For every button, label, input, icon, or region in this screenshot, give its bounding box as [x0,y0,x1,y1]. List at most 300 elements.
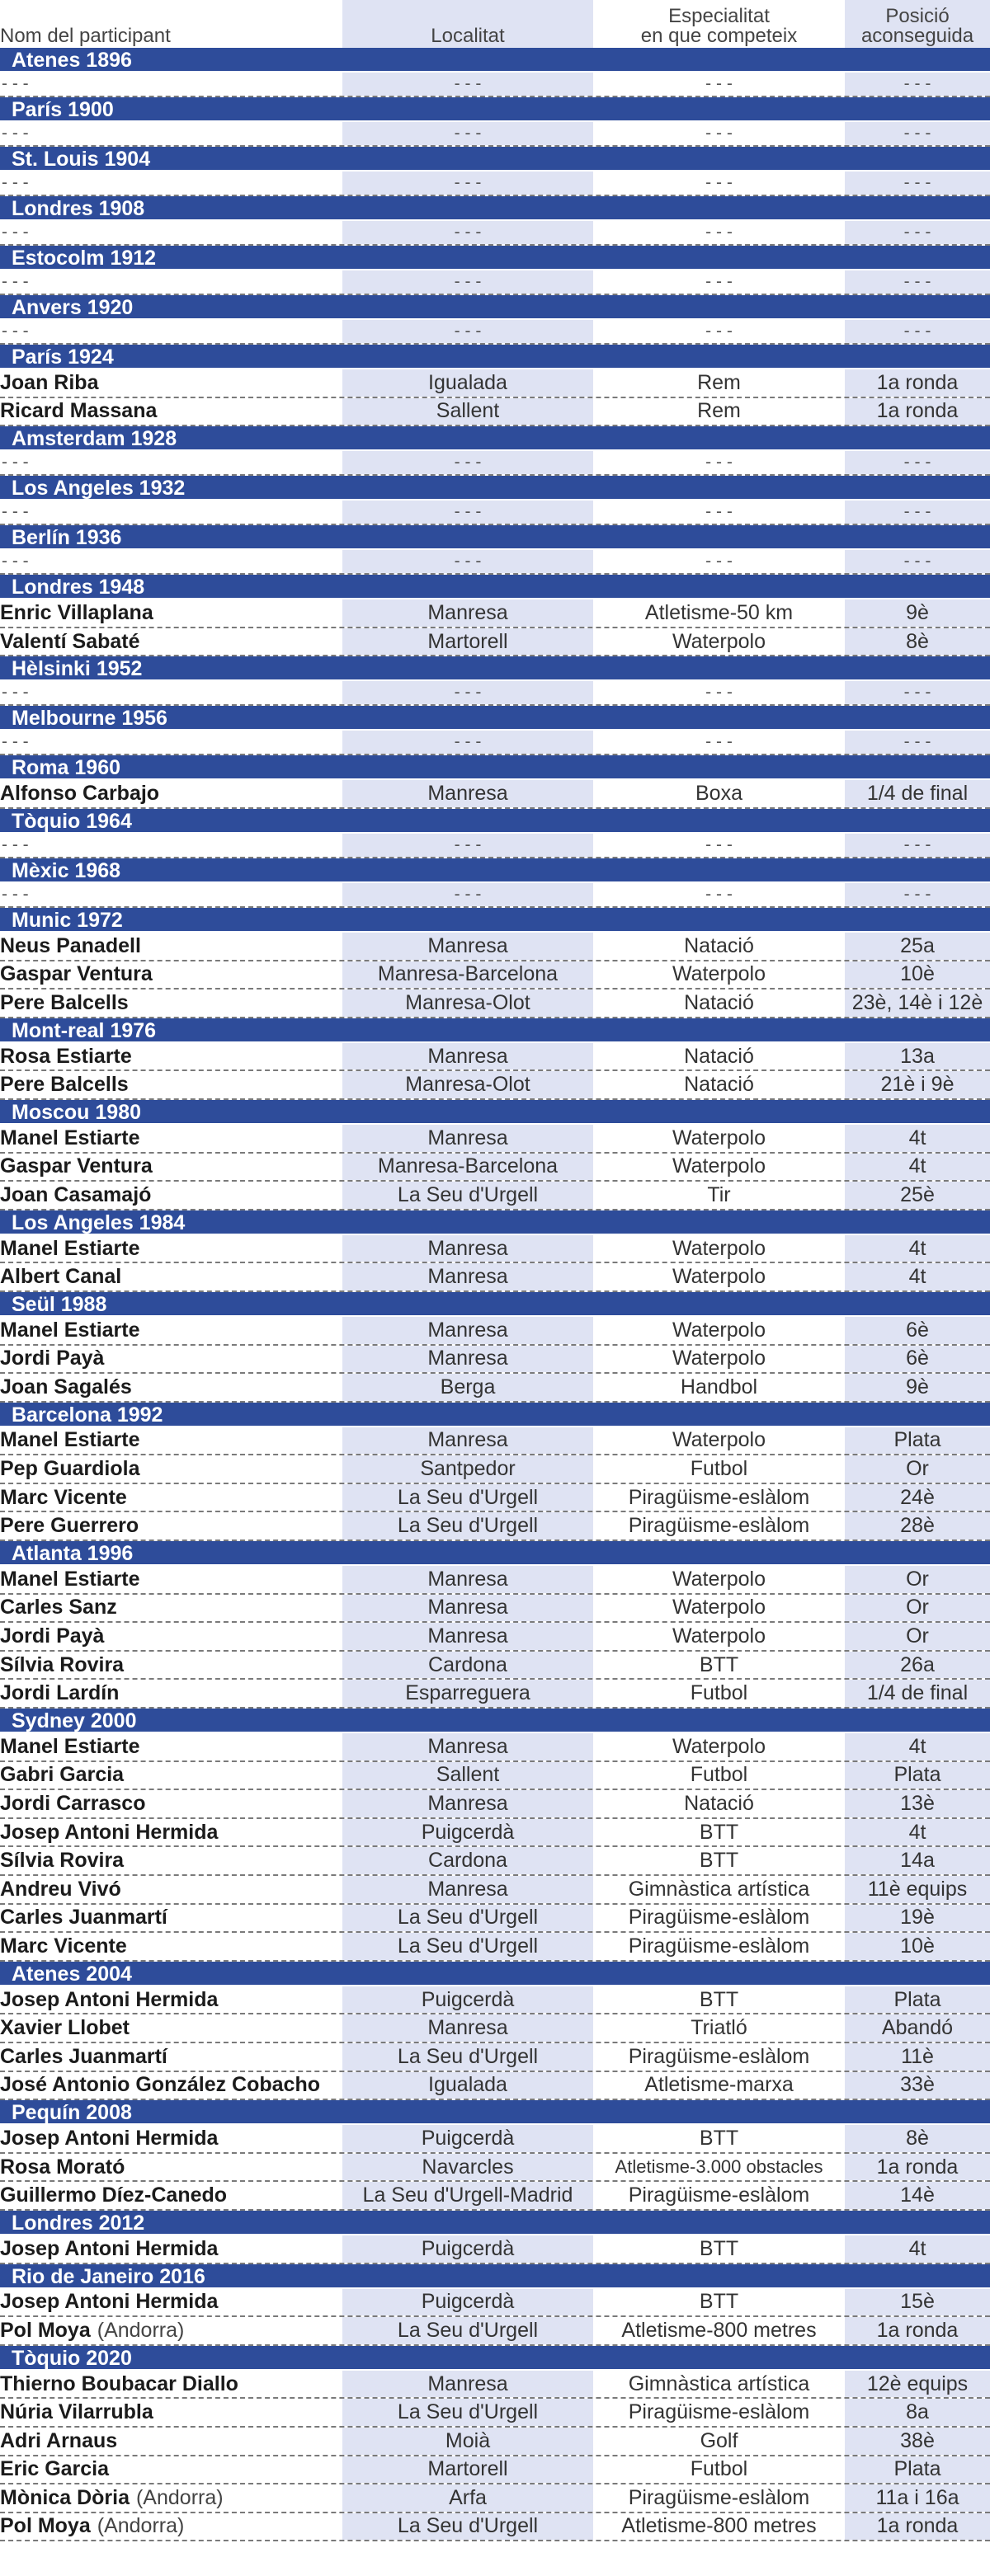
participant-specialty: Atletisme-3.000 obstacles [615,2156,823,2178]
participant-row [0,990,990,1018]
participant-row [0,780,990,809]
participant-row [0,2043,990,2072]
participant-row [0,1317,990,1346]
participant-name: José Antonio González Cobacho [0,2073,320,2097]
games-header: Seül 1988 [0,1292,990,1317]
participant-name: Ricard Massana [0,399,158,423]
participant-name: Manel Estiarte [0,1236,140,1260]
games-header: Atenes 1896 [0,48,990,73]
participant-specialty: Waterpolo [672,1624,766,1648]
participant-specialty: Rem [697,399,741,423]
participant-specialty: - - - [705,683,733,703]
participant-name: Manel Estiarte [0,1318,140,1342]
participant-position: Plata [845,2456,990,2484]
participant-specialty: Atletisme-800 metres [621,2318,817,2342]
participant-position: 38è [845,2428,990,2455]
participant-position: 6è [845,1317,990,1344]
participant-place: Manresa [342,1043,593,1070]
header-name: Nom del participant [0,25,171,47]
participant-place: - - - [342,731,593,754]
participant-place: La Seu d'Urgell [342,1905,593,1932]
participant-row [0,1182,990,1210]
participant-name: Thierno Boubacar Diallo [0,2372,238,2395]
participant-place: Cardona [342,1652,593,1679]
participant-position: 11è equips [845,1876,990,1903]
participant-name [0,2484,342,2512]
participant-place: La Seu d'Urgell [342,1182,593,1209]
participant-specialty: - - - [705,834,733,854]
participant-place: Manresa [342,1346,593,1373]
games-header: París 1924 [0,345,990,369]
participant-specialty: Waterpolo [672,1596,766,1619]
participant-row [0,398,990,427]
participant-row [0,1154,990,1182]
participant-specialty: - - - [705,453,733,472]
participant-row [0,2182,990,2211]
participant-name: Neus Panadell [0,933,141,957]
participant-name: - - - [2,322,29,341]
participant-specialty: Futbol [690,2457,748,2481]
participant-name: Jordi Payà [0,1347,105,1370]
country-note: (Andorra) [97,2514,185,2538]
participant-place: Berga [342,1374,593,1401]
participant-row [0,933,990,961]
participant-position: 1/4 de final [845,1680,990,1707]
participant-specialty: Waterpolo [672,1154,766,1178]
participant-place: Igualada [342,369,593,397]
participant-position: 4t [845,1733,990,1760]
participant-specialty: Waterpolo [672,1428,766,1452]
participant-name: Gaspar Ventura [0,962,153,986]
participant-name: Xavier Llobet [0,2016,130,2040]
participant-place: Manresa [342,2371,593,2398]
participant-place: Manresa [342,1566,593,1593]
participant-place: Manresa-Barcelona [342,1154,593,1181]
participant-place: - - - [342,73,593,96]
participant-name: Enric Villaplana [0,600,153,624]
participant-row [0,1566,990,1595]
participant-position: - - - [845,501,990,524]
participant-place: - - - [342,172,593,195]
participant-place: Puigcerdà [342,1986,593,2014]
participant-position: 1a ronda [845,2154,990,2181]
participant-position: 1a ronda [845,2317,990,2344]
participant-row [0,2072,990,2101]
participant-specialty: Waterpolo [672,1126,766,1149]
participant-name-text: Mònica Dòria [0,2485,130,2509]
participant-row [0,2428,990,2456]
participant-position: 4t [845,1125,990,1152]
participant-position: Or [845,1566,990,1593]
participant-row [0,1623,990,1652]
games-header: Hèlsinki 1952 [0,656,990,681]
participant-name: Gabri Garcia [0,1763,125,1787]
empty-row [0,451,990,476]
games-header: Londres 1908 [0,196,990,221]
participant-name: Manel Estiarte [0,1567,140,1591]
participant-position: 11a i 16a [845,2484,990,2512]
participant-specialty: Triatló [691,2016,747,2040]
participant-row [0,1512,990,1541]
participant-specialty: - - - [705,552,733,571]
participant-name: Guillermo Díez-Canedo [0,2183,228,2207]
participant-name [0,2513,342,2541]
participant-specialty: - - - [705,884,733,904]
participant-specialty: Waterpolo [672,1236,766,1260]
participant-place: Martorell [342,628,593,656]
participant-place: - - - [342,681,593,704]
participant-position: 25a [845,933,990,960]
participant-specialty: - - - [705,173,733,192]
participant-name: Joan Casamajó [0,1182,152,1206]
participant-specialty: Natació [684,1073,754,1097]
participant-specialty: Waterpolo [672,1347,766,1370]
participant-row [0,1125,990,1154]
participant-specialty: BTT [699,1987,739,2011]
games-header: Pequín 2008 [0,2100,990,2125]
games-header: Sydney 2000 [0,1709,990,1733]
participant-row [0,1847,990,1876]
participant-place: - - - [342,270,593,294]
participant-place: Sallent [342,1762,593,1789]
participant-specialty: Natació [684,933,754,957]
participant-position: 33è [845,2072,990,2099]
participant-position: 12è equips [845,2371,990,2398]
participant-row [0,1263,990,1292]
participant-name: - - - [2,732,29,752]
participant-row [0,1876,990,1905]
participant-place: La Seu d'Urgell [342,2399,593,2426]
games-header: Mèxic 1968 [0,858,990,883]
participant-position: - - - [845,122,990,145]
participant-name: Rosa Morató [0,2155,125,2179]
games-header: Barcelona 1992 [0,1403,990,1427]
games-header: Londres 2012 [0,2211,990,2235]
participant-specialty: Tir [707,1182,731,1206]
participant-specialty: Natació [684,990,754,1014]
participant-position: 1/4 de final [845,780,990,807]
participant-position: Plata [845,1762,990,1789]
participant-row [0,1595,990,1624]
participant-place: Puigcerdà [342,2235,593,2263]
participant-name: - - - [2,223,29,242]
participant-place: Manresa [342,1427,593,1455]
participant-name: Sílvia Rovira [0,1849,125,1873]
empty-row [0,731,990,755]
participant-position: 8è [845,628,990,656]
games-header: Roma 1960 [0,755,990,780]
participant-place: La Seu d'Urgell-Madrid [342,2182,593,2209]
participant-name [0,2317,342,2344]
participant-name: Andreu Vivó [0,1877,121,1901]
participant-row [0,1733,990,1762]
participant-specialty: BTT [699,1820,739,1844]
participant-position: - - - [845,550,990,573]
empty-row [0,883,990,908]
participant-name: Manel Estiarte [0,1734,140,1758]
participant-place: Manresa [342,2014,593,2042]
participant-specialty: - - - [705,732,733,752]
participant-place: Manresa [342,933,593,960]
participant-specialty: Waterpolo [672,1567,766,1591]
participant-place: - - - [342,501,593,524]
participant-position: 1a ronda [845,398,990,425]
participant-row [0,1819,990,1848]
participant-position: 23è, 14è i 12è [845,990,990,1017]
participant-name: Gaspar Ventura [0,1154,153,1178]
participant-specialty: - - - [705,223,733,242]
participant-position: 13a [845,1043,990,1070]
participant-place: Manresa [342,1733,593,1760]
participant-row [0,1346,990,1375]
participant-place: Igualada [342,2072,593,2099]
participant-position: 1a ronda [845,369,990,397]
participant-specialty: Waterpolo [672,1318,766,1342]
participant-position: Or [845,1455,990,1483]
participant-position: 25è [845,1182,990,1209]
participant-name: Pere Balcells [0,990,129,1014]
games-header: Atlanta 1996 [0,1541,990,1566]
participant-place: Sallent [342,398,593,425]
participant-place: - - - [342,451,593,474]
participant-specialty: Piragüisme-eslàlom [628,1514,810,1538]
participant-specialty: - - - [705,502,733,522]
participant-place: - - - [342,550,593,573]
games-header: Estocolm 1912 [0,246,990,270]
participant-place: La Seu d'Urgell [342,1933,593,1960]
participant-position: - - - [845,270,990,294]
games-header: Mont-real 1976 [0,1018,990,1043]
participant-position: Plata [845,1986,990,2014]
participant-place: Manresa-Olot [342,1071,593,1098]
participant-specialty: Atletisme-50 km [644,600,794,624]
participant-row [0,2154,990,2183]
participant-row [0,961,990,990]
participant-name-text: Pol Moya [0,2514,91,2538]
participant-place: Manresa [342,1595,593,1622]
participant-place: Navarcles [342,2154,593,2181]
participant-place: - - - [342,221,593,244]
participant-specialty: BTT [699,2236,739,2260]
participant-position: - - - [845,834,990,857]
games-header: Moscou 1980 [0,1100,990,1125]
participant-place: Esparreguera [342,1680,593,1707]
participant-name: Jordi Lardín [0,1681,120,1705]
participant-row [0,1652,990,1681]
participant-specialty: Futbol [690,1681,748,1705]
participant-specialty: Gimnàstica artística [628,1877,810,1901]
participant-name: Marc Vicente [0,1485,127,1509]
games-header: París 1900 [0,97,990,122]
empty-row [0,73,990,97]
participant-row [0,2399,990,2428]
participant-specialty: Piragüisme-eslàlom [628,1934,810,1958]
participant-name-text: Pol Moya [0,2318,91,2342]
participant-place: La Seu d'Urgell [342,1484,593,1511]
participant-position: - - - [845,221,990,244]
participant-specialty: Gimnàstica artística [628,2372,810,2395]
participant-row [0,2484,990,2513]
participant-place: Manresa [342,1263,593,1290]
participant-row [0,599,990,628]
participant-row [0,1235,990,1264]
participant-specialty: BTT [699,1849,739,1873]
games-header: Tòquio 2020 [0,2346,990,2371]
participant-specialty: Natació [684,1792,754,1816]
participant-row [0,1374,990,1403]
participant-place: Manresa [342,1317,593,1344]
empty-row [0,221,990,246]
header-position-line1: Posició [885,5,950,27]
participant-specialty: Futbol [690,1763,748,1787]
participant-position: 14a [845,1847,990,1874]
participant-place: Manresa [342,1876,593,1903]
participant-specialty: Waterpolo [672,1265,766,1289]
participant-position: 26a [845,1652,990,1679]
participant-specialty: Atletisme-marxa [644,2073,794,2097]
participant-position: 4t [845,1154,990,1181]
participant-name: Valentí Sabaté [0,629,140,653]
participant-position: Abandó [845,2014,990,2042]
empty-row [0,122,990,147]
games-header: Tòquio 1964 [0,809,990,834]
participant-position: 11è [845,2043,990,2071]
participant-name: Joan Riba [0,370,99,394]
country-note: (Andorra) [135,2485,224,2509]
participant-position: 19è [845,1905,990,1932]
participant-name: Eric Garcia [0,2457,110,2481]
participant-name: Manel Estiarte [0,1126,140,1149]
participant-name: - - - [2,683,29,703]
participant-position: 9è [845,599,990,627]
participant-place: Martorell [342,2456,593,2484]
participant-place: Puigcerdà [342,2125,593,2152]
games-header: Munic 1972 [0,908,990,933]
participant-name: Pep Guardiola [0,1457,140,1481]
participant-row [0,1986,990,2015]
header-specialty-line2: en que competeix [640,25,798,47]
participant-name: Albert Canal [0,1265,122,1289]
participant-specialty: Piragüisme-eslàlom [628,2400,810,2424]
games-header: St. Louis 1904 [0,147,990,172]
participant-name: - - - [2,884,29,904]
participant-place: La Seu d'Urgell [342,1512,593,1539]
participant-name: Josep Antoni Hermida [0,1820,219,1844]
participant-name: Carles Juanmartí [0,1906,167,1930]
participant-row [0,2125,990,2154]
participant-name: Carles Juanmartí [0,2044,167,2068]
participant-specialty: - - - [705,124,733,143]
participant-position: - - - [845,731,990,754]
empty-row [0,270,990,295]
participant-place: Moià [342,2428,593,2455]
participant-row [0,2317,990,2346]
participant-place: Manresa [342,780,593,807]
participant-position: - - - [845,73,990,96]
participant-name: Josep Antoni Hermida [0,2290,219,2314]
participant-place: - - - [342,883,593,906]
participant-row [0,1905,990,1934]
table-header [0,0,990,48]
participant-position: 10è [845,1933,990,1960]
participant-name: - - - [2,173,29,192]
participant-position: - - - [845,681,990,704]
participant-place: Santpedor [342,1455,593,1483]
participant-place: - - - [342,122,593,145]
participant-row [0,1790,990,1819]
games-header: Rio de Janeiro 2016 [0,2264,990,2289]
participant-position: 15è [845,2289,990,2316]
participant-specialty: - - - [705,74,733,93]
participant-name: - - - [2,552,29,571]
games-header: Amsterdam 1928 [0,426,990,451]
participant-specialty: - - - [705,322,733,341]
participant-specialty: Natació [684,1044,754,1068]
participant-specialty: Waterpolo [672,962,766,986]
participant-position: - - - [845,320,990,343]
participant-place: Manresa [342,1623,593,1650]
participant-specialty: Atletisme-800 metres [621,2514,817,2538]
participant-row [0,1427,990,1456]
participant-position: 24è [845,1484,990,1511]
participant-place: Manresa [342,1790,593,1817]
games-header: Melbourne 1956 [0,706,990,731]
participant-name: Manel Estiarte [0,1428,140,1452]
participant-name: - - - [2,272,29,291]
participant-place: Puigcerdà [342,2289,593,2316]
participant-row [0,2014,990,2043]
header-place: Localitat [342,0,593,48]
participant-name: Pere Guerrero [0,1514,139,1538]
participant-row [0,2235,990,2264]
participant-row [0,2513,990,2542]
participant-place: La Seu d'Urgell [342,2043,593,2071]
participant-position: 8è [845,2125,990,2152]
participant-name: Josep Antoni Hermida [0,2126,219,2150]
participant-specialty: BTT [699,1652,739,1676]
empty-row [0,681,990,706]
table-body [0,48,990,2541]
participant-place: La Seu d'Urgell [342,2317,593,2344]
participant-specialty: Boxa [695,782,742,806]
participant-name: Jordi Payà [0,1624,105,1648]
empty-row [0,834,990,858]
participant-place: Manresa [342,599,593,627]
participant-row [0,1043,990,1072]
participant-position: 21è i 9è [845,1071,990,1098]
games-header: Londres 1948 [0,575,990,599]
participant-row [0,369,990,398]
participant-specialty: Handbol [680,1375,758,1398]
participant-position: - - - [845,883,990,906]
participant-position: 8a [845,2399,990,2426]
participant-name: Joan Sagalés [0,1375,132,1398]
participant-position: Or [845,1623,990,1650]
participant-position: Or [845,1595,990,1622]
participant-specialty: Waterpolo [672,1734,766,1758]
games-header: Los Angeles 1932 [0,476,990,501]
participant-specialty: Waterpolo [672,629,766,653]
games-header: Anvers 1920 [0,295,990,320]
participant-name: Sílvia Rovira [0,1652,125,1676]
participant-position: 14è [845,2182,990,2209]
participant-place: Manresa [342,1235,593,1262]
participant-specialty: Piragüisme-eslàlom [628,2485,810,2509]
participant-name: Núria Vilarrubla [0,2400,153,2424]
participant-name: Josep Antoni Hermida [0,2236,219,2260]
games-header: Berlín 1936 [0,525,990,550]
participant-position: 13è [845,1790,990,1817]
